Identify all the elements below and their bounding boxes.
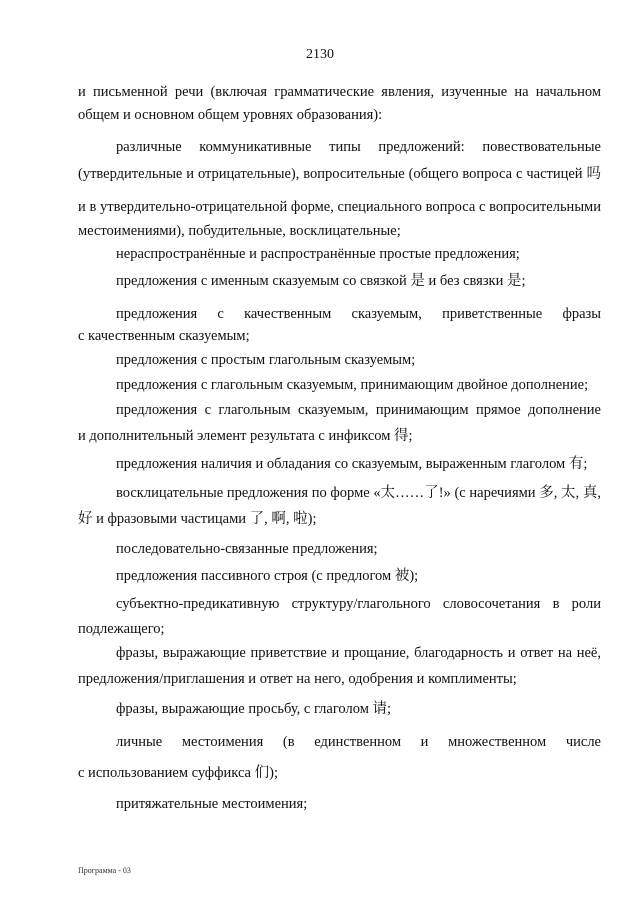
text-line-19: предложения пассивного строя (с предлогом 被); [116, 568, 419, 584]
text-line-7: нераспространённые и распространённые простые предложения; [116, 246, 520, 262]
text-line-4: (утвердительные и отрицательные), вопросительные (общего вопроса с частицей 吗 [78, 166, 601, 182]
text-line-20: субъектно-предикативную структуру/глагольного словосочетания в роли [116, 596, 601, 612]
text-line-10: с качественным сказуемым; [78, 328, 250, 344]
text-line-23: предложения/приглашения и ответ на него, одобрения и комплименты; [78, 671, 517, 687]
text-line-25: личные местоимения (в единственном и множественном числе [116, 734, 601, 750]
text-line-8: предложения с именным сказуемым со связкой 是 и без связки 是; [116, 273, 526, 289]
text-line-15: предложения наличия и обладания со сказуемым, выраженным глаголом 有; [116, 456, 588, 472]
text-line-12: предложения с глагольным сказуемым, принимающим двойное дополнение; [116, 377, 589, 393]
text-line-18: последовательно-связанные предложения; [116, 541, 378, 557]
text-line-5: и в утвердительно-отрицательной форме, специального вопроса с вопросительными [78, 199, 601, 215]
footer-program: Программа - 03 [78, 866, 131, 875]
text-line-6: местоимениями), побудительные, восклицательные; [78, 223, 401, 239]
text-line-3: различные коммуникативные типы предложений: повествовательные [116, 139, 601, 155]
text-line-22: фразы, выражающие приветствие и прощание, благодарность и ответ на неё, [116, 645, 601, 661]
text-line-21: подлежащего; [78, 621, 165, 637]
text-line-2: общем и основном общем уровнях образования): [78, 107, 383, 123]
text-line-13: предложения с глагольным сказуемым, принимающим прямое дополнение [116, 402, 601, 418]
text-line-26: с использованием суффикса 们); [78, 765, 278, 781]
text-line-27: притяжательные местоимения; [116, 796, 308, 812]
page-number: 2130 [306, 47, 334, 62]
text-line-11: предложения с простым глагольным сказуемым; [116, 352, 416, 368]
text-line-24: фразы, выражающие просьбу, с глаголом 请; [116, 701, 392, 717]
text-line-14: и дополнительный элемент результата с инфиксом 得; [78, 428, 413, 444]
text-line-1: и письменной речи (включая грамматические явления, изученные на начальном [78, 84, 601, 100]
text-line-17: 好 и фразовыми частицами 了, 啊, 啦); [78, 511, 317, 527]
text-line-9: предложения с качественным сказуемым, приветственные фразы [116, 306, 601, 322]
text-line-16: восклицательные предложения по форме «太……了!» (с наречиями 多, 太, 真, [116, 485, 601, 501]
